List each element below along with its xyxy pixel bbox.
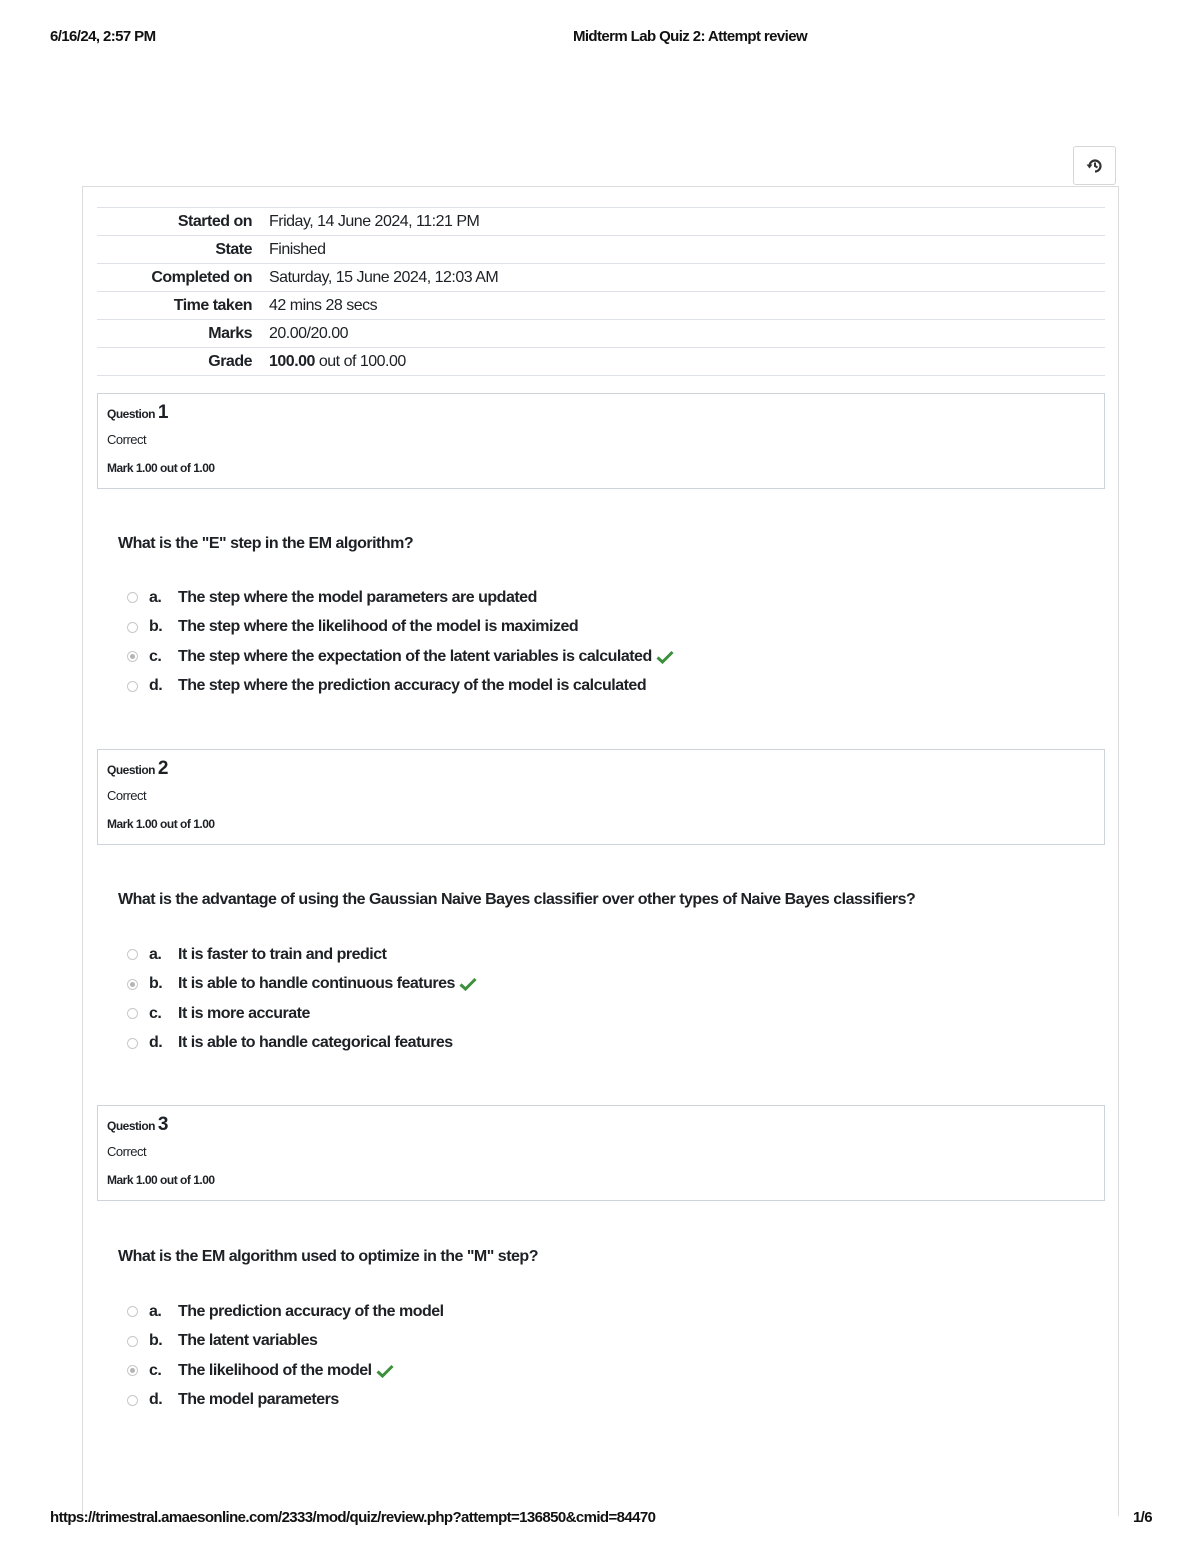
radio-button-selected[interactable] xyxy=(127,1365,138,1376)
question-number xyxy=(107,1112,1104,1139)
summary-row-state xyxy=(97,236,1105,264)
summary-value: 20.00/20.00 xyxy=(269,320,1105,348)
history-button[interactable] xyxy=(1073,146,1116,185)
answer-text: The step where the prediction accuracy of the model is calculated xyxy=(178,677,647,695)
answer-text: It is faster to train and predict xyxy=(178,945,387,963)
answer-text: The prediction accuracy of the model xyxy=(178,1302,444,1320)
question-text-1: What is the "E" step in the EM algorithm? xyxy=(118,535,414,552)
question-info-2 xyxy=(97,749,1105,845)
attempt-summary-table xyxy=(97,207,1105,376)
answer-letter: b. xyxy=(149,1332,163,1350)
question-num: 2 xyxy=(157,758,168,779)
summary-label: Completed on xyxy=(97,264,269,292)
summary-row-completed xyxy=(97,264,1105,292)
radio-button[interactable] xyxy=(127,681,138,692)
answer-text: The step where the model parameters are updated xyxy=(178,588,537,606)
question-state: Correct xyxy=(107,788,147,803)
page-number: 1/6 xyxy=(1132,1509,1152,1526)
question-num: 3 xyxy=(157,1114,168,1135)
radio-button-selected[interactable] xyxy=(127,651,138,662)
answer-letter: d. xyxy=(149,1391,163,1409)
answer-option xyxy=(127,999,477,1029)
summary-value: Friday, 14 June 2024, 11:21 PM xyxy=(269,208,1105,236)
answer-option xyxy=(127,672,674,702)
answer-letter: c. xyxy=(149,1004,162,1022)
grade-score: 100.00 xyxy=(269,352,315,370)
attempt-review-card xyxy=(82,186,1119,1516)
radio-button[interactable] xyxy=(127,1395,138,1406)
question-text-3: What is the EM algorithm used to optimize in the "M" step? xyxy=(118,1248,538,1265)
radio-button[interactable] xyxy=(127,622,138,633)
answer-option xyxy=(127,940,477,970)
print-header xyxy=(0,28,1200,48)
summary-label: State xyxy=(97,236,269,264)
answer-text: It is able to handle categorical features xyxy=(178,1034,453,1052)
question-text-2: What is the advantage of using the Gaussian Naive Bayes classifier over other types of Naive Bayes classifiers? xyxy=(118,891,916,908)
summary-row-started xyxy=(97,208,1105,236)
answer-letter: d. xyxy=(149,1034,163,1052)
print-url: https://trimestral.amaesonline.com/2333/mod/quiz/review.php?attempt=136850&cmid=84470 xyxy=(50,1509,656,1526)
answer-letter: a. xyxy=(149,588,162,606)
answer-letter: a. xyxy=(149,1302,162,1320)
summary-value: Finished xyxy=(269,236,1105,264)
answer-option xyxy=(127,1327,444,1357)
radio-button[interactable] xyxy=(127,1336,138,1347)
answer-letter: a. xyxy=(149,945,162,963)
print-footer xyxy=(0,1509,1200,1529)
answer-option xyxy=(127,970,477,1000)
radio-button[interactable] xyxy=(127,1008,138,1019)
question-label: Question xyxy=(107,763,156,777)
question-mark: Mark 1.00 out of 1.00 xyxy=(107,461,215,475)
summary-label: Marks xyxy=(97,320,269,348)
answer-letter: b. xyxy=(149,618,163,636)
answer-letter: b. xyxy=(149,975,163,993)
answer-option xyxy=(127,1356,444,1386)
question-number xyxy=(107,400,1104,427)
answer-option xyxy=(127,642,674,672)
question-mark: Mark 1.00 out of 1.00 xyxy=(107,817,215,831)
question-num: 1 xyxy=(157,402,168,423)
answer-list-2 xyxy=(127,940,477,1058)
answer-letter: c. xyxy=(149,647,162,665)
history-icon xyxy=(1085,156,1105,176)
answer-option xyxy=(127,613,674,643)
radio-button[interactable] xyxy=(127,1038,138,1049)
summary-row-grade xyxy=(97,348,1105,376)
answer-list-3 xyxy=(127,1297,444,1415)
question-state: Correct xyxy=(107,432,147,447)
summary-label: Started on xyxy=(97,208,269,236)
question-label: Question xyxy=(107,1119,156,1133)
summary-value: Saturday, 15 June 2024, 12:03 AM xyxy=(269,264,1105,292)
radio-button[interactable] xyxy=(127,592,138,603)
answer-text: It is able to handle continuous features xyxy=(178,975,455,993)
answer-option xyxy=(127,1386,444,1416)
answer-text: The latent variables xyxy=(178,1332,318,1350)
answer-text: It is more accurate xyxy=(178,1004,310,1022)
question-info-1 xyxy=(97,393,1105,489)
check-icon xyxy=(656,650,674,664)
answer-list-1 xyxy=(127,583,674,701)
check-icon xyxy=(459,977,477,991)
check-icon xyxy=(376,1364,394,1378)
answer-letter: c. xyxy=(149,1361,162,1379)
answer-text: The model parameters xyxy=(178,1391,339,1409)
grade-out-of: out of 100.00 xyxy=(314,352,406,370)
print-date: 6/16/24, 2:57 PM xyxy=(50,28,156,45)
summary-row-time xyxy=(97,292,1105,320)
radio-button[interactable] xyxy=(127,949,138,960)
summary-row-marks xyxy=(97,320,1105,348)
question-label: Question xyxy=(107,407,156,421)
summary-value: 42 mins 28 secs xyxy=(269,292,1105,320)
answer-option xyxy=(127,583,674,613)
question-mark: Mark 1.00 out of 1.00 xyxy=(107,1173,215,1187)
answer-letter: d. xyxy=(149,677,163,695)
answer-text: The likelihood of the model xyxy=(178,1361,372,1379)
radio-button-selected[interactable] xyxy=(127,979,138,990)
answer-option xyxy=(127,1029,477,1059)
summary-value xyxy=(269,348,1105,376)
question-number xyxy=(107,756,1104,783)
summary-label: Grade xyxy=(97,348,269,376)
answer-text: The step where the expectation of the latent variables is calculated xyxy=(178,647,652,665)
summary-label: Time taken xyxy=(97,292,269,320)
print-title: Midterm Lab Quiz 2: Attempt review xyxy=(572,28,808,45)
question-state: Correct xyxy=(107,1144,147,1159)
answer-option xyxy=(127,1297,444,1327)
radio-button[interactable] xyxy=(127,1306,138,1317)
question-info-3 xyxy=(97,1105,1105,1201)
answer-text: The step where the likelihood of the model is maximized xyxy=(178,618,579,636)
